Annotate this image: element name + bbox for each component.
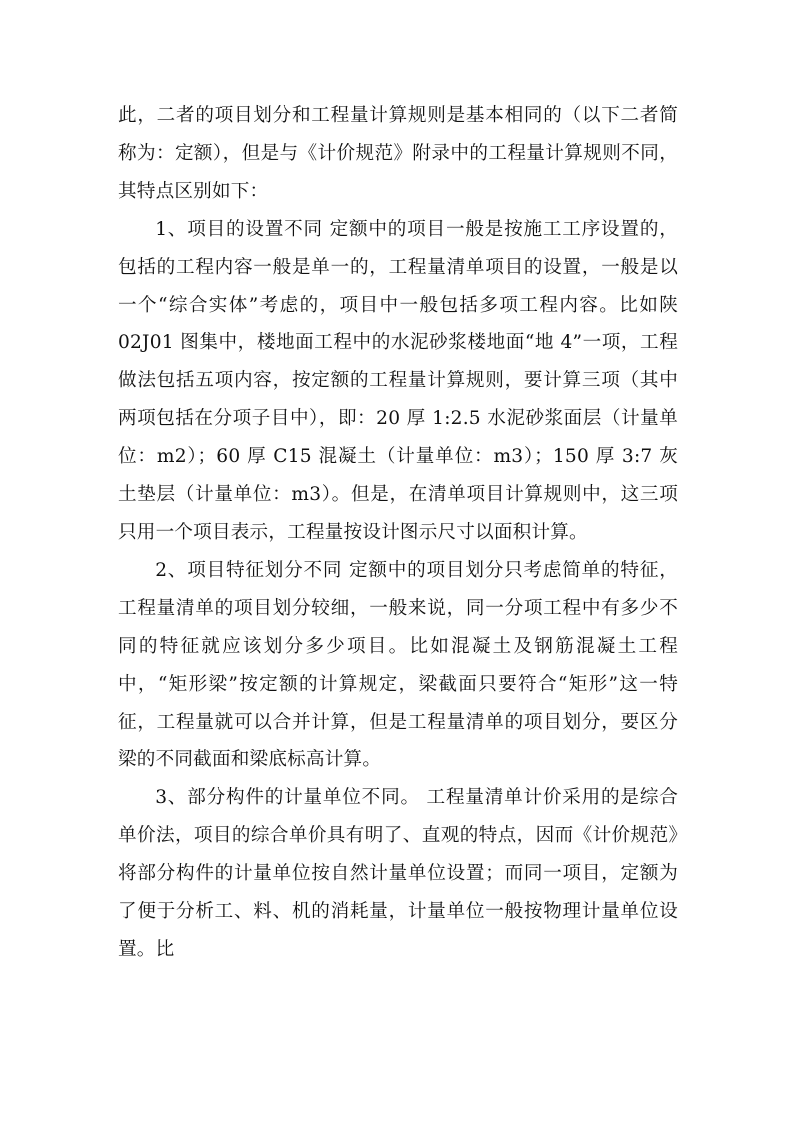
paragraph-feature-division: 2、项目特征划分不同 定额中的项目划分只考虑简单的特征，工程量清单的项目划分较细，一般来说，同一分项工程中有多少不同的特征就应该划分多少项目。比如混凝土及钢筋混凝土工程中，“矩形梁”按定额的计算规定，梁截面只要符合“矩形”这一特征，工程量就可以合并计算，但是工程量清单的项目划分，要区分梁的不同截面和梁底标高计算。 (118, 559, 678, 771)
paragraph-continuation: 此，二者的项目划分和工程量计算规则是基本相同的（以下二者简称为：定额），但是与《计价规范》附录中的工程量计算规则不同，其特点区别如下： (118, 105, 678, 202)
paragraph-measurement-unit: 3、部分构件的计量单位不同。 工程量清单计价采用的是综合单价法，项目的综合单价具有明了、直观的特点，因而《计价规范》将部分构件的计量单位按自然计量单位设置；而同一项目，定额为了便于分析工、料、机的消耗量，计量单位一般按物理计量单位设置。比 (118, 787, 678, 960)
document-page (118, 97, 678, 969)
paragraph-item-setting: 1、项目的设置不同 定额中的项目一般是按施工工序设置的，包括的工程内容一般是单一的，工程量清单项目的设置，一般是以一个“综合实体”考虑的，项目中一般包括多项工程内容。比如陕 02J01 图集中，楼地面工程中的水泥砂浆楼地面“地 4”一项，工程做法包括五项内容，按定额的工程量计算规则，要计算三项（其中两项包括在分项子目中），即：20 厚 1:2.5 水泥砂浆面层（计量单位：m2）；60 厚 C15 混凝土（计量单位：m3）；150 厚 3:7 灰土垫层（计量单位：m3）。但是，在清单项目计算规则中，这三项只用一个项目表示，工程量按设计图示尺寸以面积计算。 (118, 218, 678, 543)
